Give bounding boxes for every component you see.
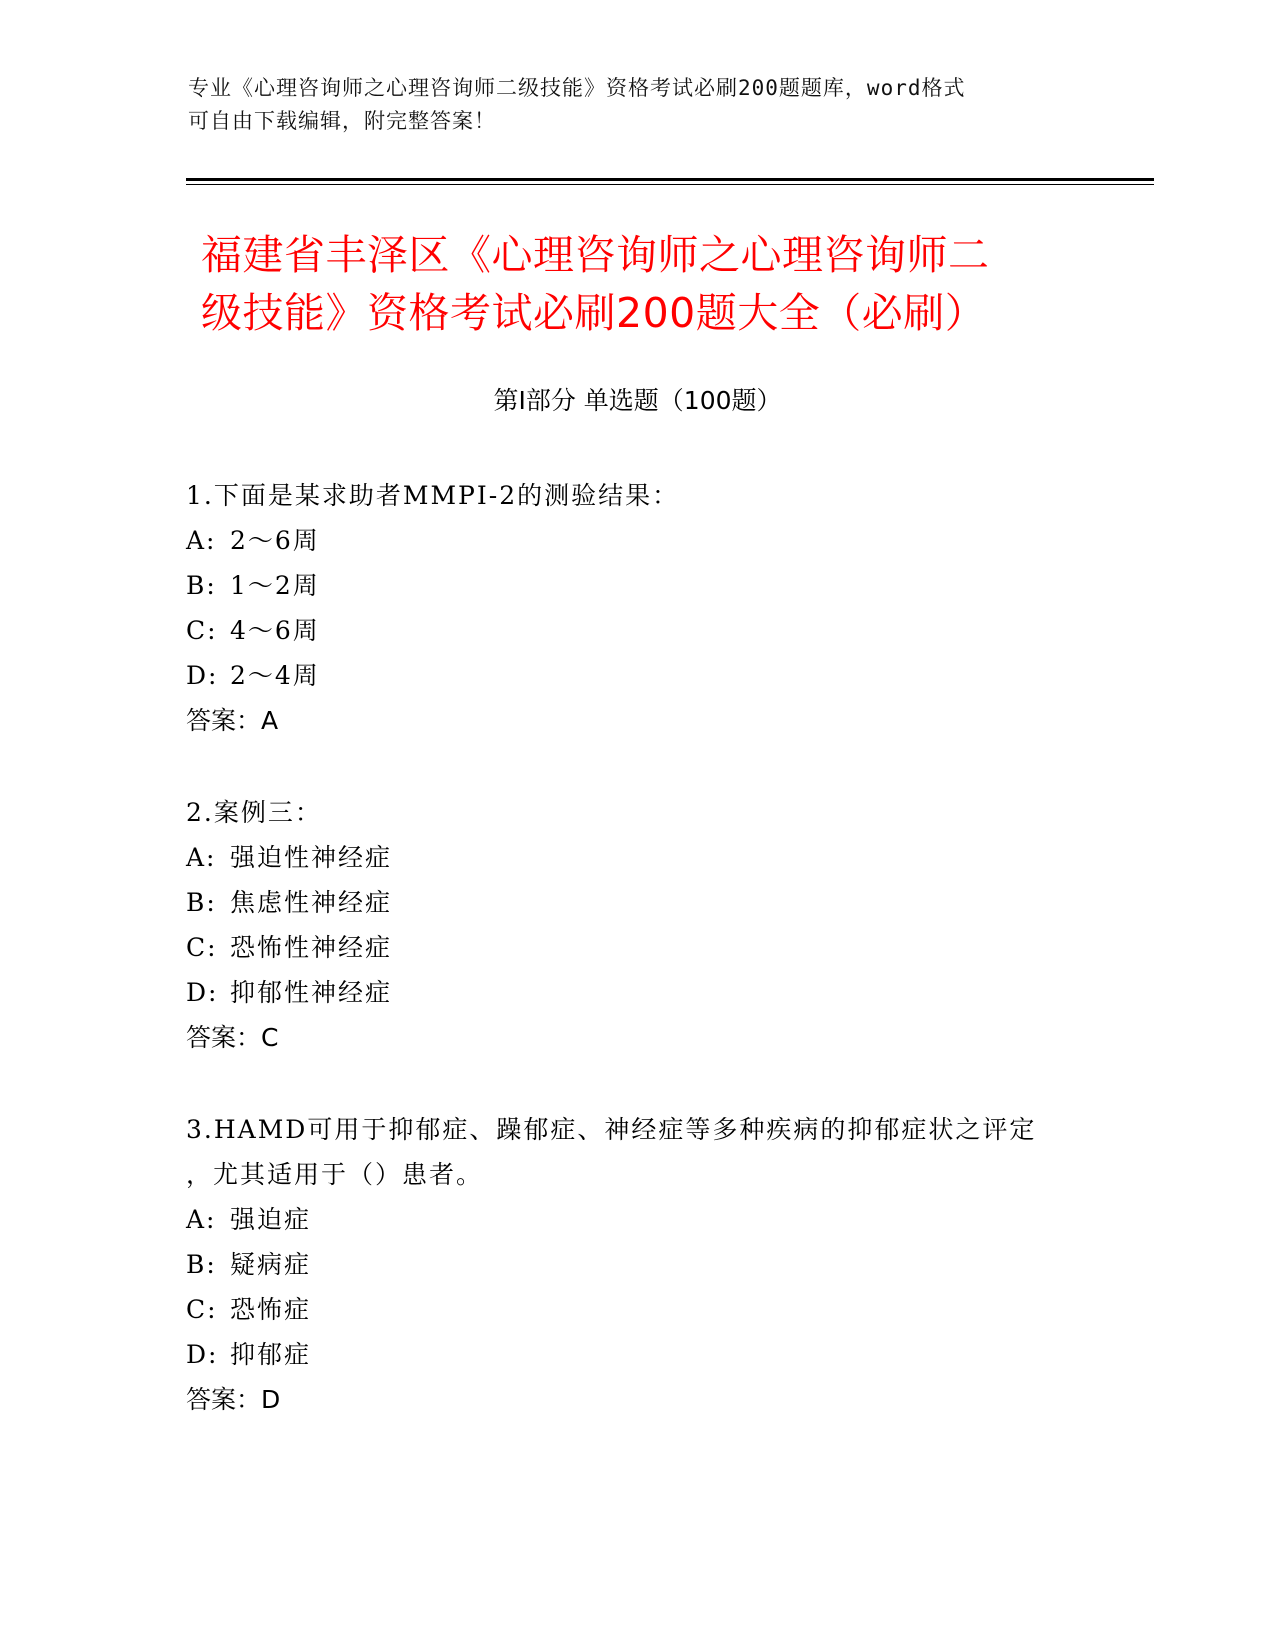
option-text: 强迫症 xyxy=(230,1205,312,1234)
header-divider-thick xyxy=(186,178,1154,181)
answer-value: D xyxy=(261,1385,281,1414)
question-1 xyxy=(186,473,1086,743)
option-letter: C: xyxy=(186,933,218,962)
option-text: 2～6周 xyxy=(230,526,320,555)
header-divider-thin xyxy=(186,184,1154,185)
answer-value: C xyxy=(261,1023,279,1052)
option-text: 4～6周 xyxy=(230,616,320,645)
option-letter: B: xyxy=(186,571,217,600)
header-note-line-2: 可自由下载编辑，附完整答案！ xyxy=(188,109,496,133)
option-letter: D: xyxy=(186,661,219,690)
option-b xyxy=(186,1242,1086,1287)
option-d xyxy=(186,970,1086,1015)
section-heading: 第Ⅰ部分 单选题（100题） xyxy=(493,386,782,415)
answer-line xyxy=(186,1015,1086,1060)
document-title-line-1: 福建省丰泽区《心理咨询师之心理咨询师二 xyxy=(201,231,990,279)
header-note xyxy=(188,72,1068,138)
question-stem-continued: ，尤其适用于（）患者。 xyxy=(186,1160,484,1189)
option-text: 焦虑性神经症 xyxy=(230,888,393,917)
option-c xyxy=(186,608,1086,653)
question-stem: 3.HAMD可用于抑郁症、躁郁症、神经症等多种疾病的抑郁症状之评定 xyxy=(186,1115,1037,1144)
option-d xyxy=(186,653,1086,698)
option-b xyxy=(186,880,1086,925)
answer-label: 答案： xyxy=(186,1385,262,1414)
option-letter: C: xyxy=(186,616,218,645)
question-3 xyxy=(186,1107,1086,1422)
option-b xyxy=(186,563,1086,608)
option-letter: D: xyxy=(186,978,219,1007)
document-title xyxy=(201,226,1101,342)
option-text: 1～2周 xyxy=(230,571,320,600)
option-text: 抑郁性神经症 xyxy=(230,978,393,1007)
answer-label: 答案： xyxy=(186,706,262,735)
option-d xyxy=(186,1332,1086,1377)
answer-value: A xyxy=(261,706,279,735)
option-a xyxy=(186,835,1086,880)
header-note-line-1: 专业《心理咨询师之心理咨询师二级技能》资格考试必刷200题题库，word格式 xyxy=(188,76,966,100)
option-a xyxy=(186,1197,1086,1242)
option-text: 恐怖症 xyxy=(230,1295,312,1324)
option-text: 2～4周 xyxy=(230,661,320,690)
question-2 xyxy=(186,790,1086,1060)
option-text: 强迫性神经症 xyxy=(230,843,393,872)
answer-label: 答案： xyxy=(186,1023,262,1052)
document-title-line-2: 级技能》资格考试必刷200题大全（必刷） xyxy=(201,289,987,337)
question-stem: 1.下面是某求助者MMPI-2的测验结果： xyxy=(186,481,680,510)
option-letter: C: xyxy=(186,1295,218,1324)
answer-line xyxy=(186,698,1086,743)
option-c xyxy=(186,925,1086,970)
option-text: 疑病症 xyxy=(230,1250,312,1279)
option-letter: A: xyxy=(186,1205,217,1234)
answer-line xyxy=(186,1377,1086,1422)
question-stem: 2.案例三： xyxy=(186,798,322,827)
option-letter: D: xyxy=(186,1340,219,1369)
option-c xyxy=(186,1287,1086,1332)
option-text: 抑郁症 xyxy=(230,1340,312,1369)
option-letter: B: xyxy=(186,888,217,917)
option-letter: B: xyxy=(186,1250,217,1279)
option-text: 恐怖性神经症 xyxy=(230,933,393,962)
option-a xyxy=(186,518,1086,563)
option-letter: A: xyxy=(186,843,217,872)
option-letter: A: xyxy=(186,526,217,555)
